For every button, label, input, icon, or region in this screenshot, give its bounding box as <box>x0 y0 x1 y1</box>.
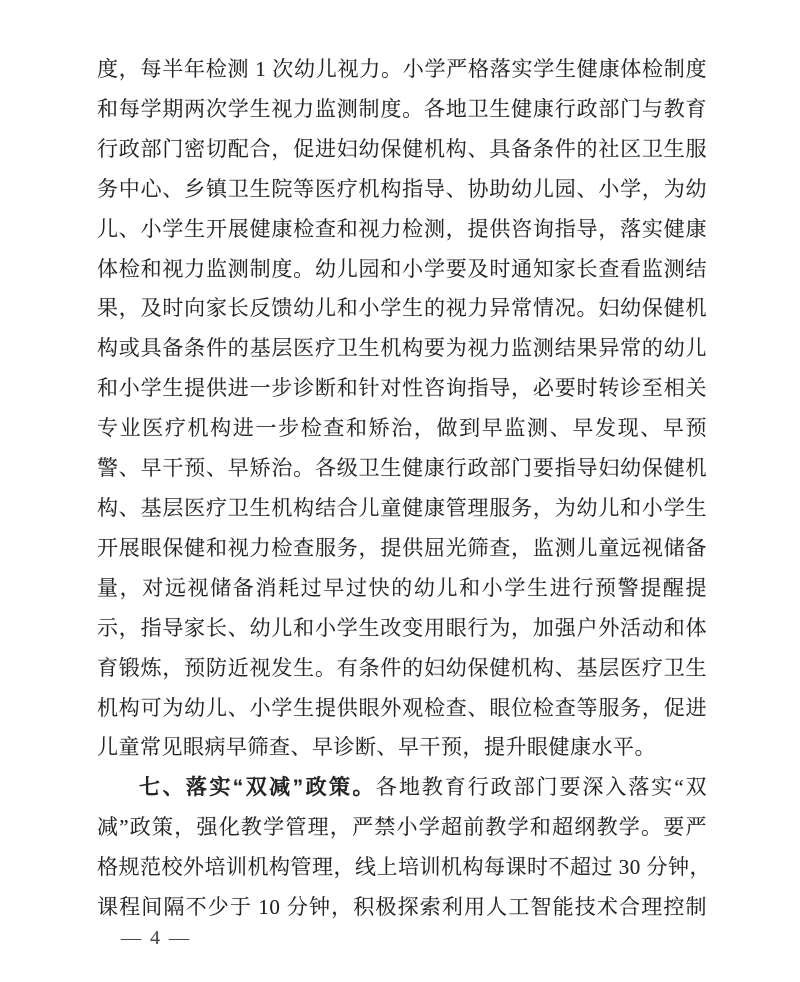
text-line: 构或具备条件的基层医疗卫生机构要为视力监测结果异常的幼儿 <box>97 336 707 361</box>
body-text <box>97 50 711 928</box>
text-line: 行政部门密切配合，促进妇幼保健机构、具备条件的社区卫生服 <box>97 136 707 161</box>
text-line: 示，指导家长、幼儿和小学生改变用眼行为，加强户外活动和体 <box>97 615 707 640</box>
text-line: 警、早干预、早矫治。各级卫生健康行政部门要指导妇幼保健机 <box>97 456 707 481</box>
text-line: 和每学期两次学生视力监测制度。各地卫生健康行政部门与教育 <box>97 96 707 121</box>
text-line: 果，及时向家长反馈幼儿和小学生的视力异常情况。妇幼保健机 <box>97 296 707 321</box>
section-heading-bold: 七、落实“双减”政策。 <box>139 776 376 800</box>
text-line: 课程间隔不少于 10 分钟，积极探索利用人工智能技术合理控制 <box>97 895 707 920</box>
text-line: 开展眼保健和视力检查服务，提供屈光筛查，监测儿童远视储备 <box>97 535 707 560</box>
text-line: 专业医疗机构进一步检查和矫治，做到早监测、早发现、早预 <box>97 416 707 441</box>
text-line: 和小学生提供进一步诊断和针对性咨询指导，必要时转诊至相关 <box>97 376 707 401</box>
text-line: 务中心、乡镇卫生院等医疗机构指导、协助幼儿园、小学，为幼 <box>97 176 707 201</box>
text-line: 机构可为幼儿、小学生提供眼外观检查、眼位检查等服务，促进 <box>97 695 707 720</box>
text-line: 减”政策，强化教学管理，严禁小学超前教学和超纲教学。要严 <box>97 815 707 840</box>
text-line: 儿、小学生开展健康检查和视力检测，提供咨询指导，落实健康 <box>97 216 707 241</box>
text-line: 育锻炼，预防近视发生。有条件的妇幼保健机构、基层医疗卫生 <box>97 655 707 680</box>
text-line-section-heading <box>97 768 707 808</box>
text-line: 格规范校外培训机构管理，线上培训机构每课时不超过 30 分钟， <box>97 855 711 880</box>
page-number: — 4 — <box>121 927 191 949</box>
text-line: 度，每半年检测 1 次幼儿视力。小学严格落实学生健康体检制度 <box>97 57 707 81</box>
text-line: 体检和视力监测制度。幼儿园和小学要及时通知家长查看监测结 <box>97 256 707 281</box>
text-line: 量，对远视储备消耗过早过快的幼儿和小学生进行预警提醒提 <box>97 575 707 600</box>
text-line: 儿童常见眼病早筛查、早诊断、早干预，提升眼健康水平。 <box>97 735 656 760</box>
text-line: 构、基层医疗卫生机构结合儿童健康管理服务，为幼儿和小学生 <box>97 495 707 520</box>
section-body-start: 各地教育行政部门要深入落实“双 <box>375 775 707 800</box>
